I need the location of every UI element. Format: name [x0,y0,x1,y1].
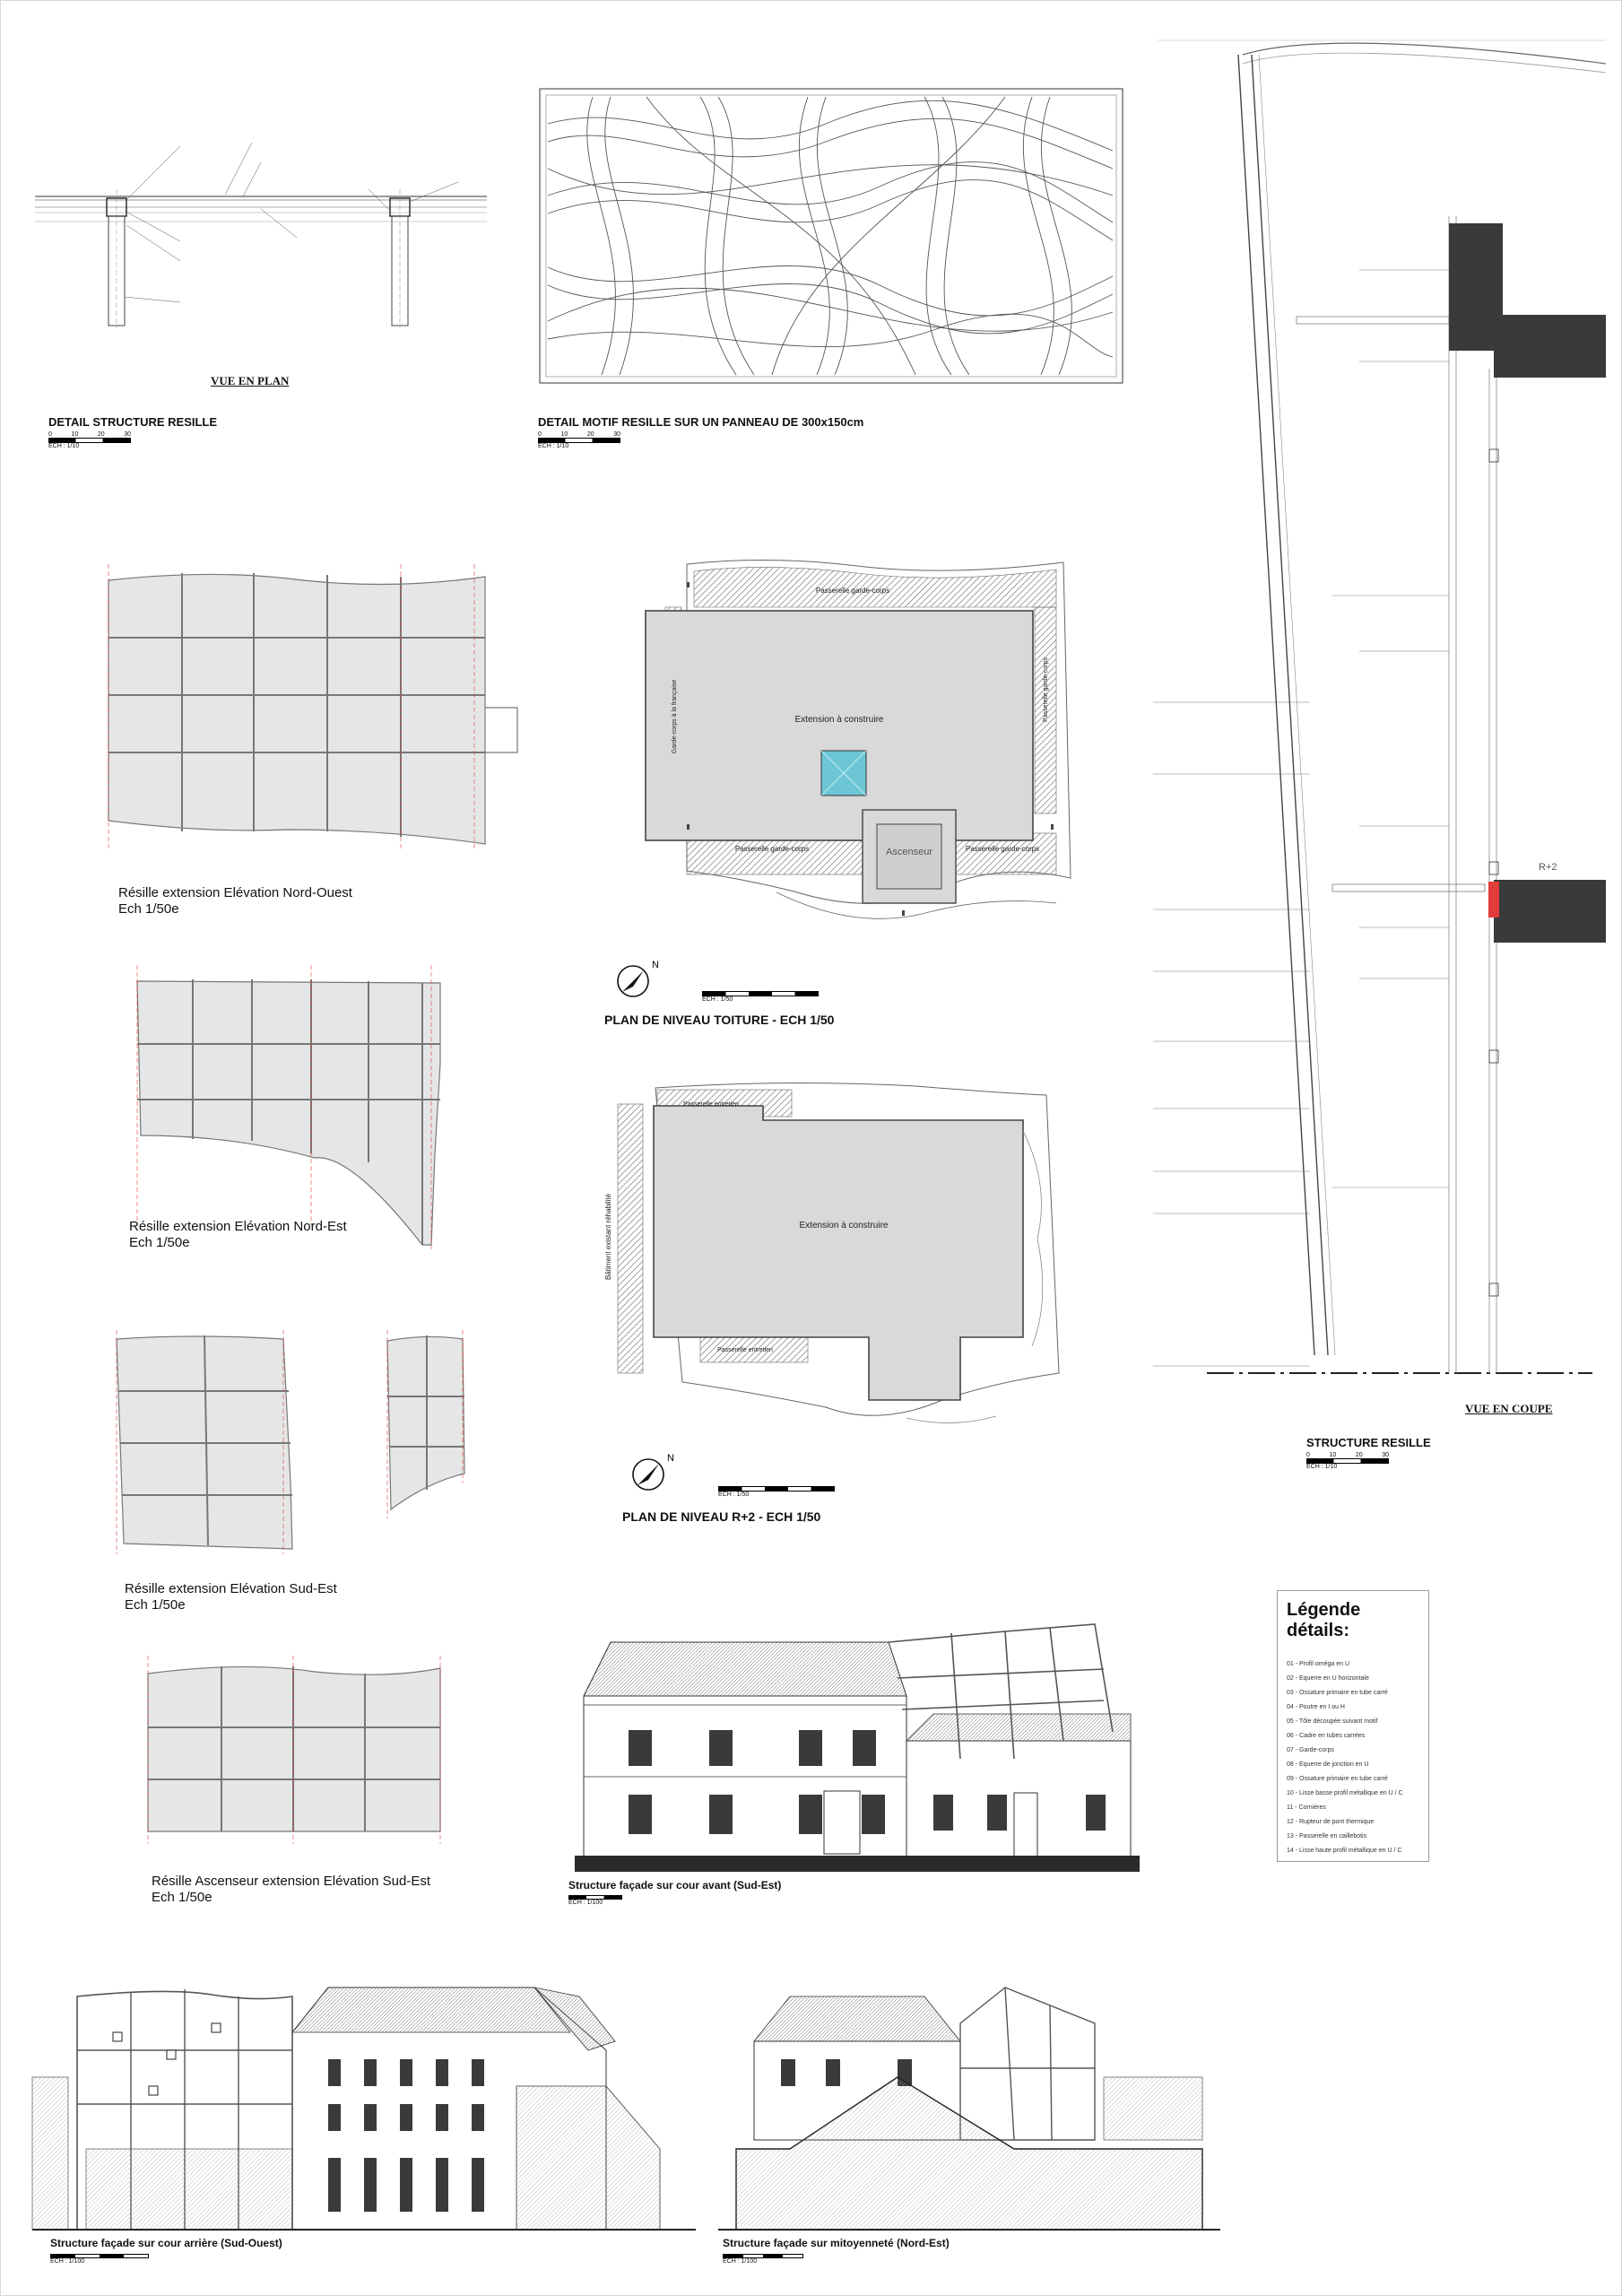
legend-item: 13 - Passerelle en caillebotis [1287,1833,1367,1839]
facade-mitoyen-drawing [718,1970,1220,2239]
legend-item: 10 - Lisse basse profil métallique en U / C [1287,1790,1403,1796]
plan-r2-title: PLAN DE NIVEAU R+2 - ECH 1/50 [622,1509,821,1524]
plan-r2-drawing [604,1077,1077,1454]
detail-structure-plan-drawing [28,135,494,333]
plan-toiture-drawing [633,555,1081,932]
section-scale-bar: 0 10 20 30 ECH : 1/10 [1306,1452,1389,1470]
r2-top-label: Passerelle entretien [683,1101,739,1108]
toiture-bottom-left-label: Passerelle garde-corps [734,845,810,853]
legend-item: 06 - Cadre en tubes carrées [1287,1733,1366,1739]
elevation-sud-est-caption: Résille extension Elévation Sud-Est Ech 1/50e [125,1581,337,1613]
elevation-ascenseur-caption: Résille Ascenseur extension Elévation Sud-Est Ech 1/50e [152,1874,431,1905]
svg-text:N: N [652,960,659,970]
elevation-nord-ouest-caption: Résille extension Elévation Nord-Ouest Ech 1/50e [118,885,352,917]
vue-en-plan-label: VUE EN PLAN [211,374,290,387]
svg-text:N: N [667,1453,674,1464]
legend-item: 04 - Poutre en I ou H [1287,1704,1345,1710]
structure-resille-title: STRUCTURE RESILLE [1306,1436,1431,1449]
detail-motif-title: DETAIL MOTIF RESILLE SUR UN PANNEAU DE 300x150cm [538,415,864,429]
elevation-sud-est-drawing [104,1330,516,1554]
detail-motif-scale-bar: 0 10 20 30 ECH : 1/10 [538,431,620,449]
facade-avant-title: Structure façade sur cour avant (Sud-Est) [568,1879,782,1892]
elevation-nord-est-drawing [126,965,467,1252]
toiture-north-arrow-icon [613,959,658,1004]
legend-item: 14 - Lisse haute profil métallique en U / C [1287,1848,1402,1854]
legend-item: 12 - Rupteur de pont thermique [1287,1819,1375,1825]
legend-item: 07 - Garde-corps [1287,1747,1334,1753]
legend-item: 05 - Tôle découpée suivant motif [1287,1718,1378,1725]
legend-item: 01 - Profil oméga en U [1287,1661,1350,1667]
elevation-nord-est-caption: Résille extension Elévation Nord-Est Ech 1/50e [129,1219,347,1250]
legend-box [1277,1590,1429,1862]
section-level-tag: R+2 [1539,862,1557,873]
r2-bottom-label: Passerelle entretien [717,1347,773,1353]
facade-mitoyen-title: Structure façade sur mitoyenneté (Nord-Est) [723,2237,950,2249]
section-drawing [1153,28,1610,1400]
toiture-left-label: Garde-corps à la française [672,679,678,754]
facade-avant-drawing [566,1624,1149,1875]
facade-mitoyen-scale-bar: ECH : 1/100 [723,2254,803,2265]
resille-motif-panel [539,88,1123,384]
vue-en-coupe-label: VUE EN COUPE [1465,1402,1553,1415]
r2-scale-bar: ECH : 1/50 [718,1486,835,1498]
legend-item: 11 - Cornières [1287,1805,1326,1811]
toiture-top-label: Passerelle garde-corps [815,587,890,595]
facade-arriere-drawing [32,1970,696,2239]
plan-toiture-title: PLAN DE NIVEAU TOITURE - ECH 1/50 [604,1013,835,1027]
toiture-lift-label: Ascenseur [886,847,932,857]
legend-item: 03 - Ossature primaire en tube carré [1287,1690,1388,1696]
legend-item: 02 - Equerre en U horizontale [1287,1675,1369,1682]
toiture-right-label: Passerelle garde-corps [1043,657,1049,722]
detail-plan-scale-bar: 0 10 20 30 ECH : 1/10 [48,431,131,449]
toiture-center-label: Extension à construire [794,715,884,725]
r2-side-label: Bâtiment existant réhabilité [604,1193,612,1281]
legend-item: 09 - Ossature primaire en tube carré [1287,1776,1388,1782]
facade-arriere-title: Structure façade sur cour arrière (Sud-Ouest) [50,2237,282,2249]
elevation-ascenseur-drawing [135,1656,458,1844]
r2-north-arrow-icon [629,1452,673,1497]
r2-center-label: Extension à construire [799,1221,889,1231]
facade-arriere-scale-bar: ECH : 1/100 [50,2254,149,2265]
toiture-scale-bar: ECH : 1/50 [702,991,819,1003]
facade-avant-scale-bar: ECH : 1/100 [568,1895,622,1906]
toiture-bottom-right-label: Passerelle garde-corps [965,845,1040,853]
elevation-nord-ouest-drawing [100,564,530,860]
detail-structure-title: DETAIL STRUCTURE RESILLE [48,415,218,429]
legend-title: Légende détails: [1287,1600,1361,1640]
legend-item: 08 - Equerre de jonction en U [1287,1761,1369,1768]
